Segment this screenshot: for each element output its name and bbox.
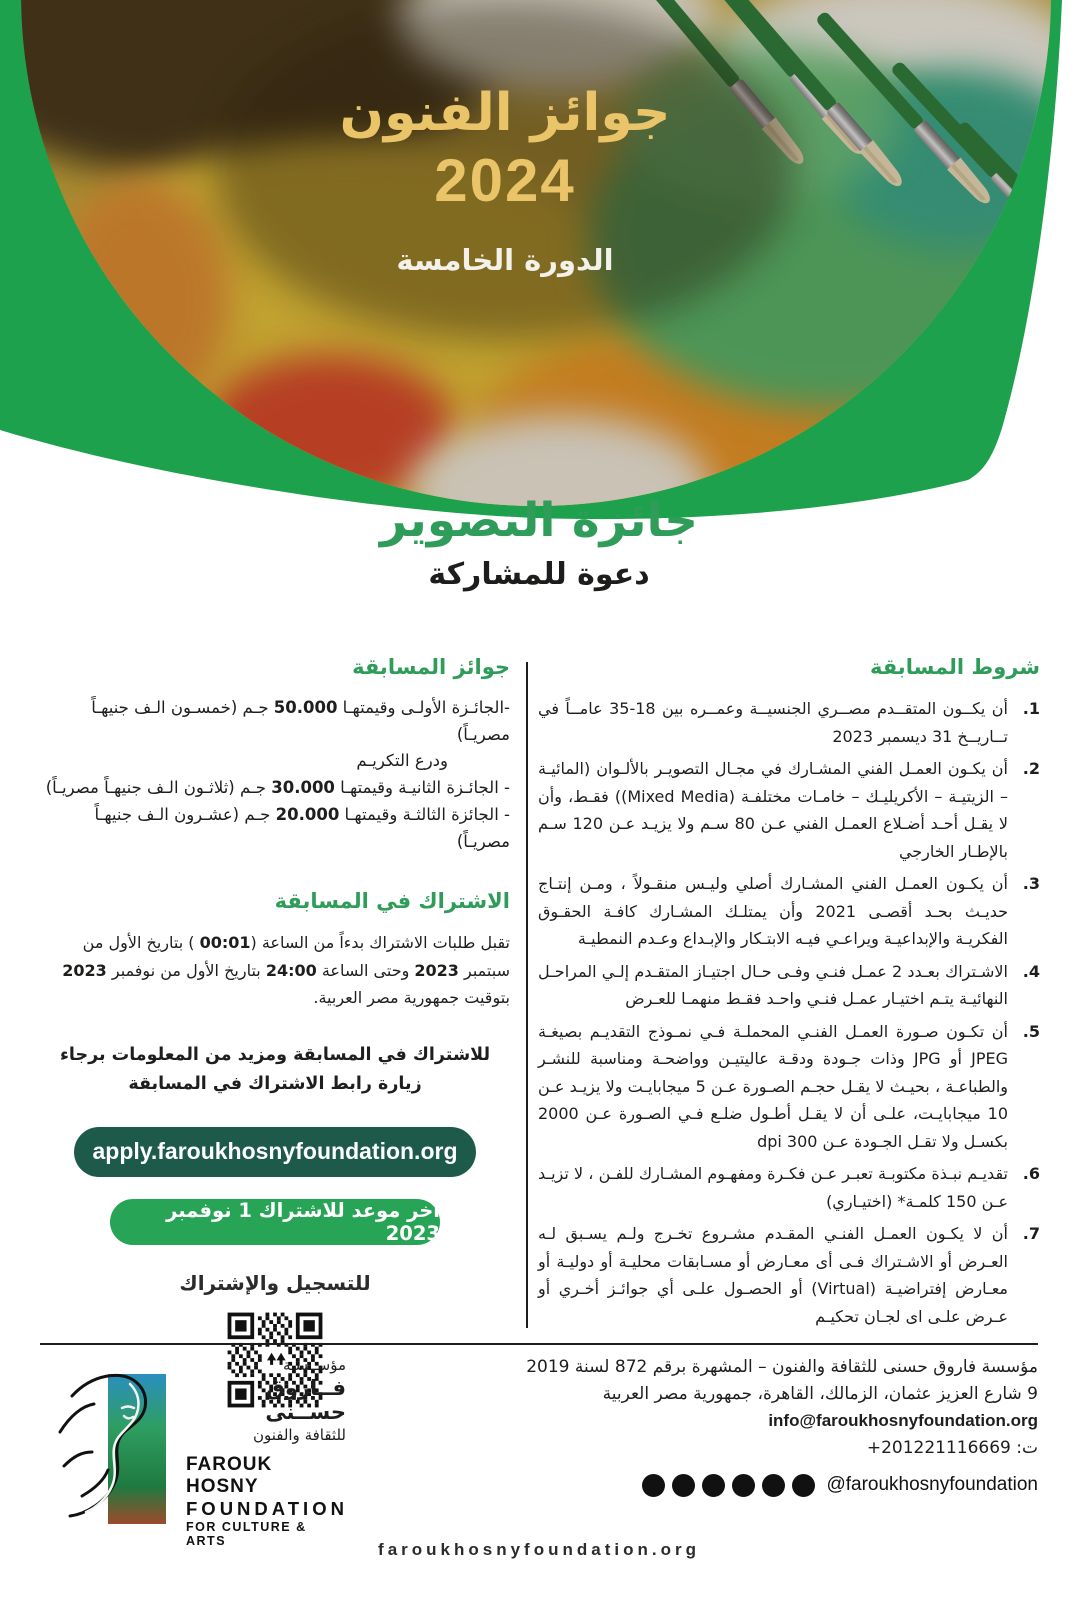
participation-heading: الاشتراك في المسابقة (274, 889, 510, 914)
email-link[interactable]: info@faroukhosnyfoundation.org (768, 1410, 1038, 1430)
footer-divider (40, 1343, 1038, 1345)
condition-text: أن لا يكـون العمـل الفنـي المقـدم مشـروع تخـرج ولـم يسـبق لـه العـرض أو الاشـتراك فـى أى معـارض أو مسـابقات محليـة أو دوليـة أو معـارض إفتراضيـة (Virtual) أو الحصـول علـى أي جوائـز أخـري أو عـرض علـى اى لجـان تحكيـم (538, 1224, 1008, 1326)
participation-body: تقبل طلبات الاشتراك بدءاً من الساعة (00:01 ) بتاريخ الأول من سبتمبر 2023 وحتى الساعة 24:00 بتاريخ الأول من نوفمبر 2023 بتوقيت جمهورية مصر العربية. (62, 933, 510, 1007)
social-icon[interactable] (672, 1474, 695, 1497)
condition-text: الاشـتراك بعـدد 2 عمـل فنـي وفـى حـال اجتيـاز المتقـدم إلـي المراحـل النهائيـة يتـم اختيـار عمـل فنـي واحـد فقـط منهمـا للعـرض (538, 961, 1008, 1009)
prize-extra: ودرع التكريـم (356, 751, 448, 771)
prizes-list (40, 695, 510, 855)
condition-number: 1. (1022, 699, 1040, 718)
prize-item (40, 802, 510, 855)
social-row (418, 1470, 1038, 1500)
registration-line: مؤسسة فاروق حسنى للثقافة والفنون – المشهرة برقم 872 لسنة 2019 (526, 1357, 1038, 1377)
hero-subtitle: الدورة الخامسة (396, 243, 614, 278)
condition-number: 4. (1022, 961, 1040, 981)
condition-text: أن تكـون صـورة العمـل الفنـي المحملـة فـي نمـوذج التقديـم بصيغـة JPEG أو JPG وذات جـودة ودقـة عاليتيـن وواضحـة ومناسبة للنشـر والطباعـة ، بحيـث لا يقـل حجـم الصـورة عـن 5 ميجابايـت ولا يزيـد عـن 10 ميجابايـت، علـى أن لا يقـل أطـول ضلـع فـي الصـورة عـن 2000 بكسـل ولا تقـل الجـودة عـن 300 dpi (538, 1021, 1009, 1151)
condition-item (538, 695, 1040, 750)
condition-number: 2. (1022, 759, 1040, 779)
prize-amount: 50.000 (273, 698, 338, 717)
prize-amount: 20.000 (275, 804, 340, 824)
condition-item (538, 1018, 1040, 1156)
condition-item (538, 1220, 1040, 1330)
condition-text: أن يكـون العمـل الفني المشـارك في مجـال التصويـر بالألـوان (المائيـة – الزيتيـة – الأكريليـك – خامـات مختلفـة (Mixed Media)) فقـط، وأن لا يقـل أحـد أضـلاع العمـل الفني عـن 80 سـم ولا يزيـد عـن 120 سـم بالإطـار الخارجي (538, 759, 1009, 861)
condition-item (538, 870, 1040, 953)
prize-text-after: جـم (خمسـون الـف جنيهـاً مصريـاً) (91, 698, 510, 744)
condition-text: تقديـم نبـذة مكتوبـة تعبـر عـن فكـرة ومفهـوم المشـارك للفـن ، لا تزيـد عـن 150 كلمـة* (اختيـاري) (538, 1164, 1008, 1211)
award-title-block (0, 492, 1078, 592)
deadline-badge: آخر موعد للاشتراك 1 نوفمبر 2023 (110, 1199, 440, 1245)
social-icon[interactable] (732, 1474, 755, 1497)
foundation-logo-text (186, 1356, 346, 1548)
logo-en-line2: FOUNDATION (186, 1498, 348, 1519)
social-icon[interactable] (762, 1474, 785, 1497)
apply-url-button[interactable]: apply.faroukhosnyfoundation.org (74, 1127, 476, 1177)
prize-text-before: - الجائزة الثالثـة وقيمتهـا (339, 804, 510, 824)
cta-note: للاشتراك في المسابقة ومزيد من المعلومات برجاء زيارة رابط الاشتراك في المسابقة (59, 1044, 491, 1094)
prize-amount: 30.000 (271, 778, 335, 798)
footer-contact (418, 1354, 1038, 1500)
website-url[interactable]: faroukhosnyfoundation.org (378, 1540, 700, 1559)
condition-item (538, 755, 1040, 865)
hero-title: جوائز الفنون (339, 83, 671, 143)
social-handle: @faroukhosnyfoundation (826, 1474, 1038, 1496)
social-icon[interactable] (642, 1474, 665, 1497)
condition-number: 3. (1022, 874, 1040, 894)
social-icon[interactable] (702, 1474, 725, 1497)
conditions-list (538, 695, 1040, 1330)
logo-ar-line1: مؤســسـة (283, 1356, 346, 1374)
condition-item (538, 958, 1040, 1013)
logo-ar-line2: فــاروق حســنى (265, 1376, 346, 1424)
conditions-section (538, 655, 1040, 1335)
condition-item (538, 1160, 1040, 1215)
column-divider (526, 662, 528, 1328)
condition-number: 6. (1022, 1164, 1040, 1184)
logo-ar-line3: للثقافة والفنون (252, 1426, 346, 1444)
prize-item (40, 695, 510, 775)
award-subtitle: دعوة للمشاركة (428, 556, 650, 592)
prize-text-after: جـم (ثلاثـون الـف جنيهـاً مصريـاً) (45, 778, 272, 798)
hero-year: 2024 (434, 147, 576, 215)
condition-text: أن يكــون المتقــدم مصــري الجنسيــة وعمــره بين 18-35 عامــاً في تــاريــخ 31 ديسمبر 2023 (538, 699, 1008, 746)
prize-text-before: -الجائـزة الأولـى وقيمتهـا (337, 698, 510, 717)
prize-text-after: جـم (عشـرون الـف جنيهـاً مصريـاً) (94, 804, 510, 851)
condition-number: 7. (1022, 1224, 1040, 1244)
condition-text: أن يكـون العمـل الفني المشـارك أصلي وليـس منقـولاً ، ومـن إنتـاج حديـث بحـد أقصـى 2021 وأن يمتلـك المشـارك كافـة الحقـوق الفكريـة والإبداعيـة ويراعـي فيـه الابتـكار والإبـداع وعـدم النمطيـة (538, 874, 1009, 949)
social-icon[interactable] (792, 1474, 815, 1497)
prizes-section (40, 655, 510, 1415)
hero-text (0, 0, 1010, 277)
hero-banner (0, 0, 1078, 525)
conditions-heading: شروط المسابقة (869, 655, 1040, 679)
qr-label: للتسجيل والإشتراك (179, 1270, 371, 1295)
condition-number: 5. (1022, 1021, 1040, 1041)
prize-item (40, 775, 510, 802)
phone-number: ت: 201221116669+ (866, 1437, 1038, 1458)
address-line: 9 شارع العزيز عثمان، الزمالك، القاهرة، جمهورية مصر العربية (602, 1383, 1038, 1404)
prize-text-before: - الجائـزة الثانيـة وقيمتهـا (334, 778, 510, 798)
award-title: جائزة التصوير (379, 493, 699, 548)
logo-en-line1: FAROUK HOSNY (186, 1454, 273, 1497)
logo-en-line3: FOR CULTURE & ARTS (186, 1520, 307, 1548)
prizes-heading: جوائز المسابقة (352, 655, 510, 679)
foundation-logo-art (52, 1356, 184, 1524)
